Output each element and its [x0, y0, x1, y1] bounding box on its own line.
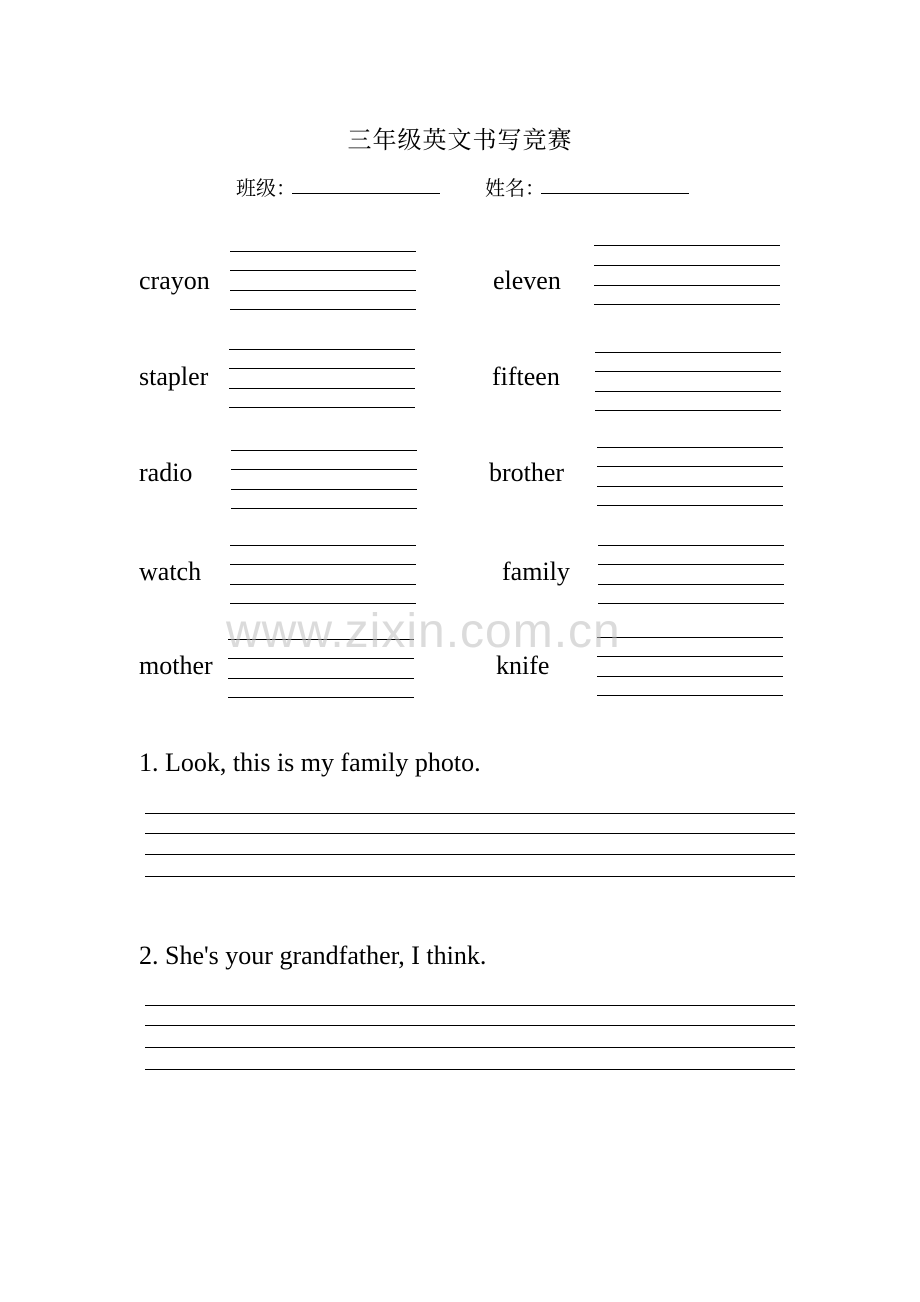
word-crayon: crayon [139, 266, 210, 295]
word-stapler: stapler [139, 362, 209, 391]
writing-line [228, 697, 414, 698]
writing-baseline [231, 489, 417, 490]
sentence-2: 2. She's your grandfather, I think. [139, 941, 487, 970]
writing-line [229, 368, 415, 369]
writing-line [145, 1005, 795, 1006]
writing-baseline [230, 290, 416, 291]
writing-line [231, 469, 417, 470]
writing-baseline [145, 854, 795, 855]
writing-line [597, 637, 783, 638]
writing-line [594, 245, 780, 246]
writing-line [230, 251, 416, 252]
name-label: 姓名： [485, 178, 545, 200]
writing-line [229, 349, 415, 350]
writing-line [231, 450, 417, 451]
writing-line [595, 410, 781, 411]
writing-baseline [228, 678, 414, 679]
class-field-line[interactable] [292, 193, 440, 194]
word-family: family [502, 557, 570, 586]
writing-line [594, 304, 780, 305]
writing-line [145, 833, 795, 834]
word-watch: watch [139, 557, 202, 586]
writing-baseline [597, 676, 783, 677]
word-radio: radio [139, 458, 193, 487]
word-eleven: eleven [493, 266, 561, 295]
writing-line [597, 466, 783, 467]
word-fifteen: fifteen [492, 362, 560, 391]
word-mother: mother [139, 651, 213, 680]
name-field-line[interactable] [541, 193, 689, 194]
writing-line [145, 1025, 795, 1026]
writing-line [145, 813, 795, 814]
writing-baseline [598, 584, 784, 585]
writing-line [597, 656, 783, 657]
writing-line [595, 371, 781, 372]
sentence-1: 1. Look, this is my family photo. [139, 748, 481, 777]
writing-line [598, 603, 784, 604]
writing-baseline [145, 1047, 795, 1048]
worksheet-title: 三年级英文书写竞赛 [347, 128, 573, 154]
writing-line [145, 1069, 795, 1070]
writing-line [145, 876, 795, 877]
writing-line [594, 265, 780, 266]
writing-line [230, 545, 416, 546]
writing-line [597, 695, 783, 696]
word-knife: knife [496, 651, 550, 680]
writing-line [597, 505, 783, 506]
writing-line [231, 508, 417, 509]
writing-baseline [597, 486, 783, 487]
writing-line [230, 270, 416, 271]
writing-line [230, 309, 416, 310]
writing-line [595, 352, 781, 353]
writing-line [229, 407, 415, 408]
writing-line [598, 545, 784, 546]
writing-baseline [594, 285, 780, 286]
word-brother: brother [489, 458, 565, 487]
class-label: 班级： [236, 178, 296, 200]
writing-line [230, 564, 416, 565]
writing-line [598, 564, 784, 565]
writing-baseline [229, 388, 415, 389]
writing-line [597, 447, 783, 448]
writing-baseline [230, 584, 416, 585]
writing-baseline [595, 391, 781, 392]
watermark: www.zixin.com.cn [226, 605, 621, 658]
